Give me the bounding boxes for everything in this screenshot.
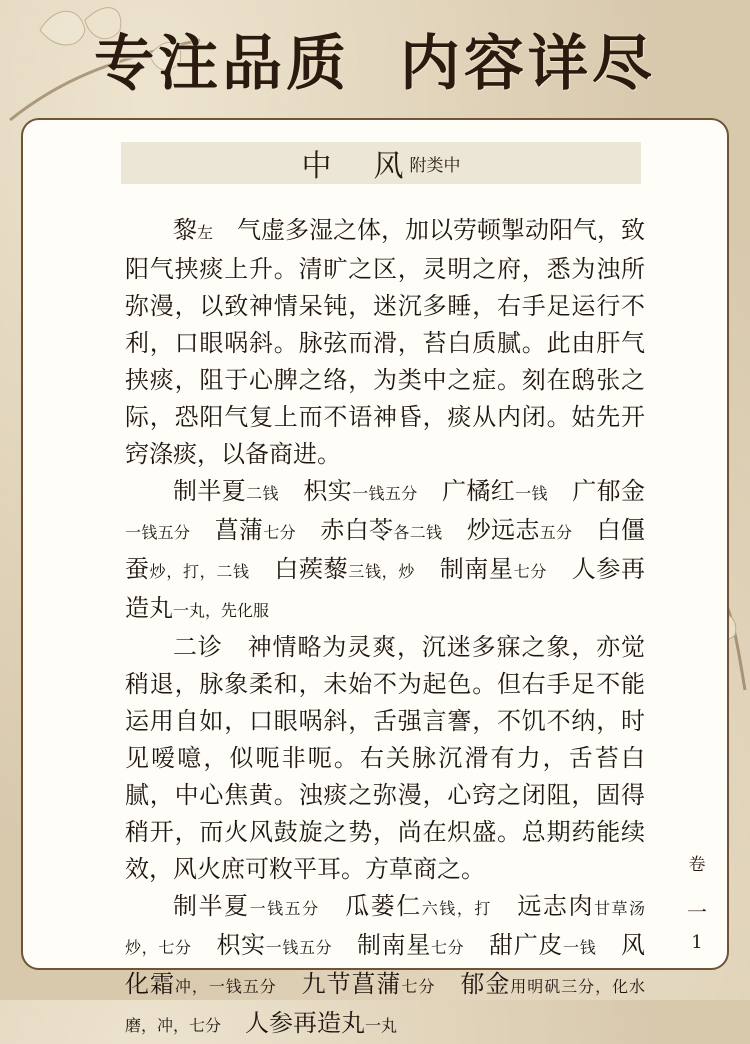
herb-name: 枳实 — [303, 477, 353, 505]
promo-header — [0, 0, 750, 118]
case-1-text: 气虚多湿之体，加以劳顿掣动阳气，致阳气挟痰上升。清旷之区，灵明之府，悉为浊所弥漫，以致神情呆钝，迷沉多睡，右手足运行不利，口眼㖞斜。脉弦而滑，苔白质腻。此由肝气挟痰，阻于心脾之络，为类中之症。刻在鸱张之际，恐阳气复上而不语神昏，痰从内闭。姑先开窍涤痰，以备商进。 — [125, 216, 646, 468]
herb-name: 风化霜 — [125, 931, 646, 998]
case-2-paragraph — [125, 629, 645, 888]
herb-dose: 一钱 — [515, 484, 548, 503]
section-title-bar — [121, 142, 641, 184]
herb-dose: 各二钱 — [393, 523, 443, 542]
herb-name: 菖蒲 — [214, 516, 264, 544]
herb-name: 制半夏 — [173, 892, 250, 920]
herb-dose: 一丸 — [365, 1016, 398, 1035]
herb-dose: 炒，打，二钱 — [149, 562, 250, 581]
herb-name: 制南星 — [357, 931, 432, 959]
herb-name: 九节菖蒲 — [301, 970, 402, 998]
case-1-paragraph — [125, 212, 645, 473]
volume-number: 一 — [687, 900, 707, 924]
herb-dose: 冲，一钱五分 — [174, 977, 277, 996]
herb-dose: 六钱，打 — [421, 899, 492, 918]
herb-name: 白僵蚕 — [125, 516, 646, 583]
case-2-label: 二诊 — [173, 633, 223, 661]
section-title-part1: 中 — [301, 149, 332, 184]
prescription-2 — [125, 888, 645, 1044]
herb-name: 人参再造丸 — [125, 555, 646, 622]
patient-note: 左 — [197, 223, 214, 242]
section-title-part2: 风 — [373, 149, 404, 184]
herb-name: 甜广皮 — [489, 931, 564, 959]
herb-dose: 七分 — [263, 523, 297, 542]
herb-name: 赤白苓 — [320, 516, 394, 544]
herb-dose: 七分 — [513, 562, 548, 581]
herb-name: 广橘红 — [441, 477, 516, 505]
herb-name: 远志肉 — [517, 892, 594, 920]
herb-dose: 一钱五分 — [265, 938, 333, 957]
header-title: 专注品质 内容详尽 — [94, 29, 656, 99]
herb-dose: 一钱 — [563, 938, 597, 957]
volume-label: 卷 — [688, 855, 706, 875]
herb-name: 瓜蒌仁 — [345, 892, 422, 920]
herb-name: 制半夏 — [173, 477, 247, 505]
patient-name: 黎 — [173, 216, 197, 244]
herb-dose: 七分 — [431, 938, 465, 957]
herb-name: 郁金 — [460, 970, 511, 998]
section-subtitle: 附类中 — [409, 155, 461, 176]
page-number: 1 — [691, 932, 703, 953]
herb-dose: 甘草汤炒，七分 — [125, 899, 646, 957]
herb-dose: 二钱 — [246, 484, 279, 503]
herb-name: 广郁金 — [572, 477, 646, 505]
case-2-text: 神情略为灵爽，沉迷多寐之象，亦觉稍退，脉象柔和，未始不为起色。但右手足不能运用自如，口眼㖞斜，舌强言謇，不饥不纳，时见嗳噫，似呃非呃。右关脉沉滑有力，舌苔白腻，中心焦黄。浊痰之弥漫，心窍之闭阻，固得稍开，而火风鼓旋之势，尚在炽盛。总期药能续效，风火庶可敉平耳。方草商之。 — [125, 633, 646, 883]
herb-name: 枳实 — [216, 931, 266, 959]
herb-name: 白蒺藜 — [274, 555, 349, 583]
herb-dose: 一钱五分 — [352, 484, 418, 503]
book-page — [21, 118, 729, 1037]
prescription-1 — [125, 473, 645, 629]
herb-dose: 一钱五分 — [249, 899, 320, 918]
herb-dose: 三钱，炒 — [348, 562, 416, 581]
herb-dose: 一钱五分 — [125, 523, 191, 542]
herb-dose: 用明矾三分，化水磨，冲，七分 — [125, 977, 646, 1035]
herb-name: 制南星 — [439, 555, 514, 583]
herb-dose: 五分 — [539, 523, 573, 542]
herb-name: 炒远志 — [466, 516, 540, 544]
herb-dose: 七分 — [401, 977, 436, 996]
herb-dose: 一丸，先化服 — [173, 601, 270, 620]
page-body — [125, 212, 645, 1044]
herb-name: 人参再造丸 — [245, 1009, 366, 1037]
